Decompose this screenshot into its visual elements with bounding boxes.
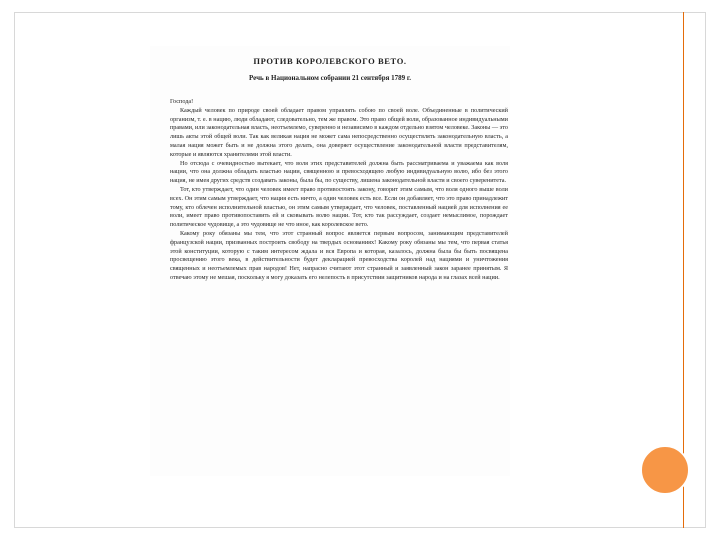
paragraph-4: Какому року обязаны мы тем, что этот странный вопрос является первым вопросом, занимающим представителей французской нации, призванных построить свободу на твердых основаниях! Какому року обязаны мы тем, что первая статья этой конституции, которую с таким интересом ждала и вся Европа и которая, казалось, должна была бы быть посвящена просвещению этого века, в действительности будет декларацией превосходства королей над нациями и уничтожения священных и неотъемлемых прав народов! Нет, напрасно считают этот странный и заявленный закон заранее принятым. Я отвечаю этому не мешая, поскольку я могу доказать его нелепость в присутствии защитников народа и на глазах всей нации. (170, 229, 508, 281)
document-body (170, 98, 508, 283)
scanned-document-page (150, 46, 510, 476)
decorative-orange-circle (640, 445, 690, 495)
paragraph-1: Каждый человек по природе своей обладает правом управлять собою по своей воле. Объединенные в политический организм, т. е. в нацию, люди обладают, следовательно, тем же правом. Это право общей воли, образованное индивидуальными правами, или законодательная власть, неотъемлемо, суверенно и независимо в каждом отдельно взятом человеке. Законы — это лишь акты этой общей воли. Так как великая нация не может сама непосредственно осуществлять законодательную власть, а малая нация может быть и не должна этого делать, она доверяет осуществление законодательной власти представителям, которые и являются хранителями этой власти. (170, 106, 508, 158)
paragraph-3: Тот, кто утверждает, что один человек имеет право противостоять закону, говорит этим самым, что воля одного выше воли всех. Он этим самым утверждает, что нация есть ничто, а один человек есть все. Если он добавляет, что это право принадлежит тому, кто облечен исполнительной властью, он этим самым утверждает, что человек, поставленный нацией для исполнения ее воли, имеет право противопоставить ей и сковывать волю нации. Тот, кто так рассуждает, создает немыслимое, порождает политическое чудовище, а это чудовище не что иное, как королевское вето. (170, 185, 508, 229)
document-title: ПРОТИВ КОРОЛЕВСКОГО ВЕТО. (253, 56, 407, 66)
decorative-vertical-line (683, 12, 684, 528)
paragraph-2: Но отсюда с очевидностью вытекает, что воля этих представителей должна быть рассматриваема и уважаема как воля нации, что она должна обладать властью нации, священною и превосходящею любую индивидуальную волю, ибо без этого нация, не имея других средств создавать законы, была бы, по существу, лишена законодательной власти и своего суверенитета. (170, 159, 508, 185)
salutation: Господа! (170, 98, 194, 105)
document-subtitle: Речь в Национальном собрании 21 сентября 1789 г. (248, 74, 412, 82)
